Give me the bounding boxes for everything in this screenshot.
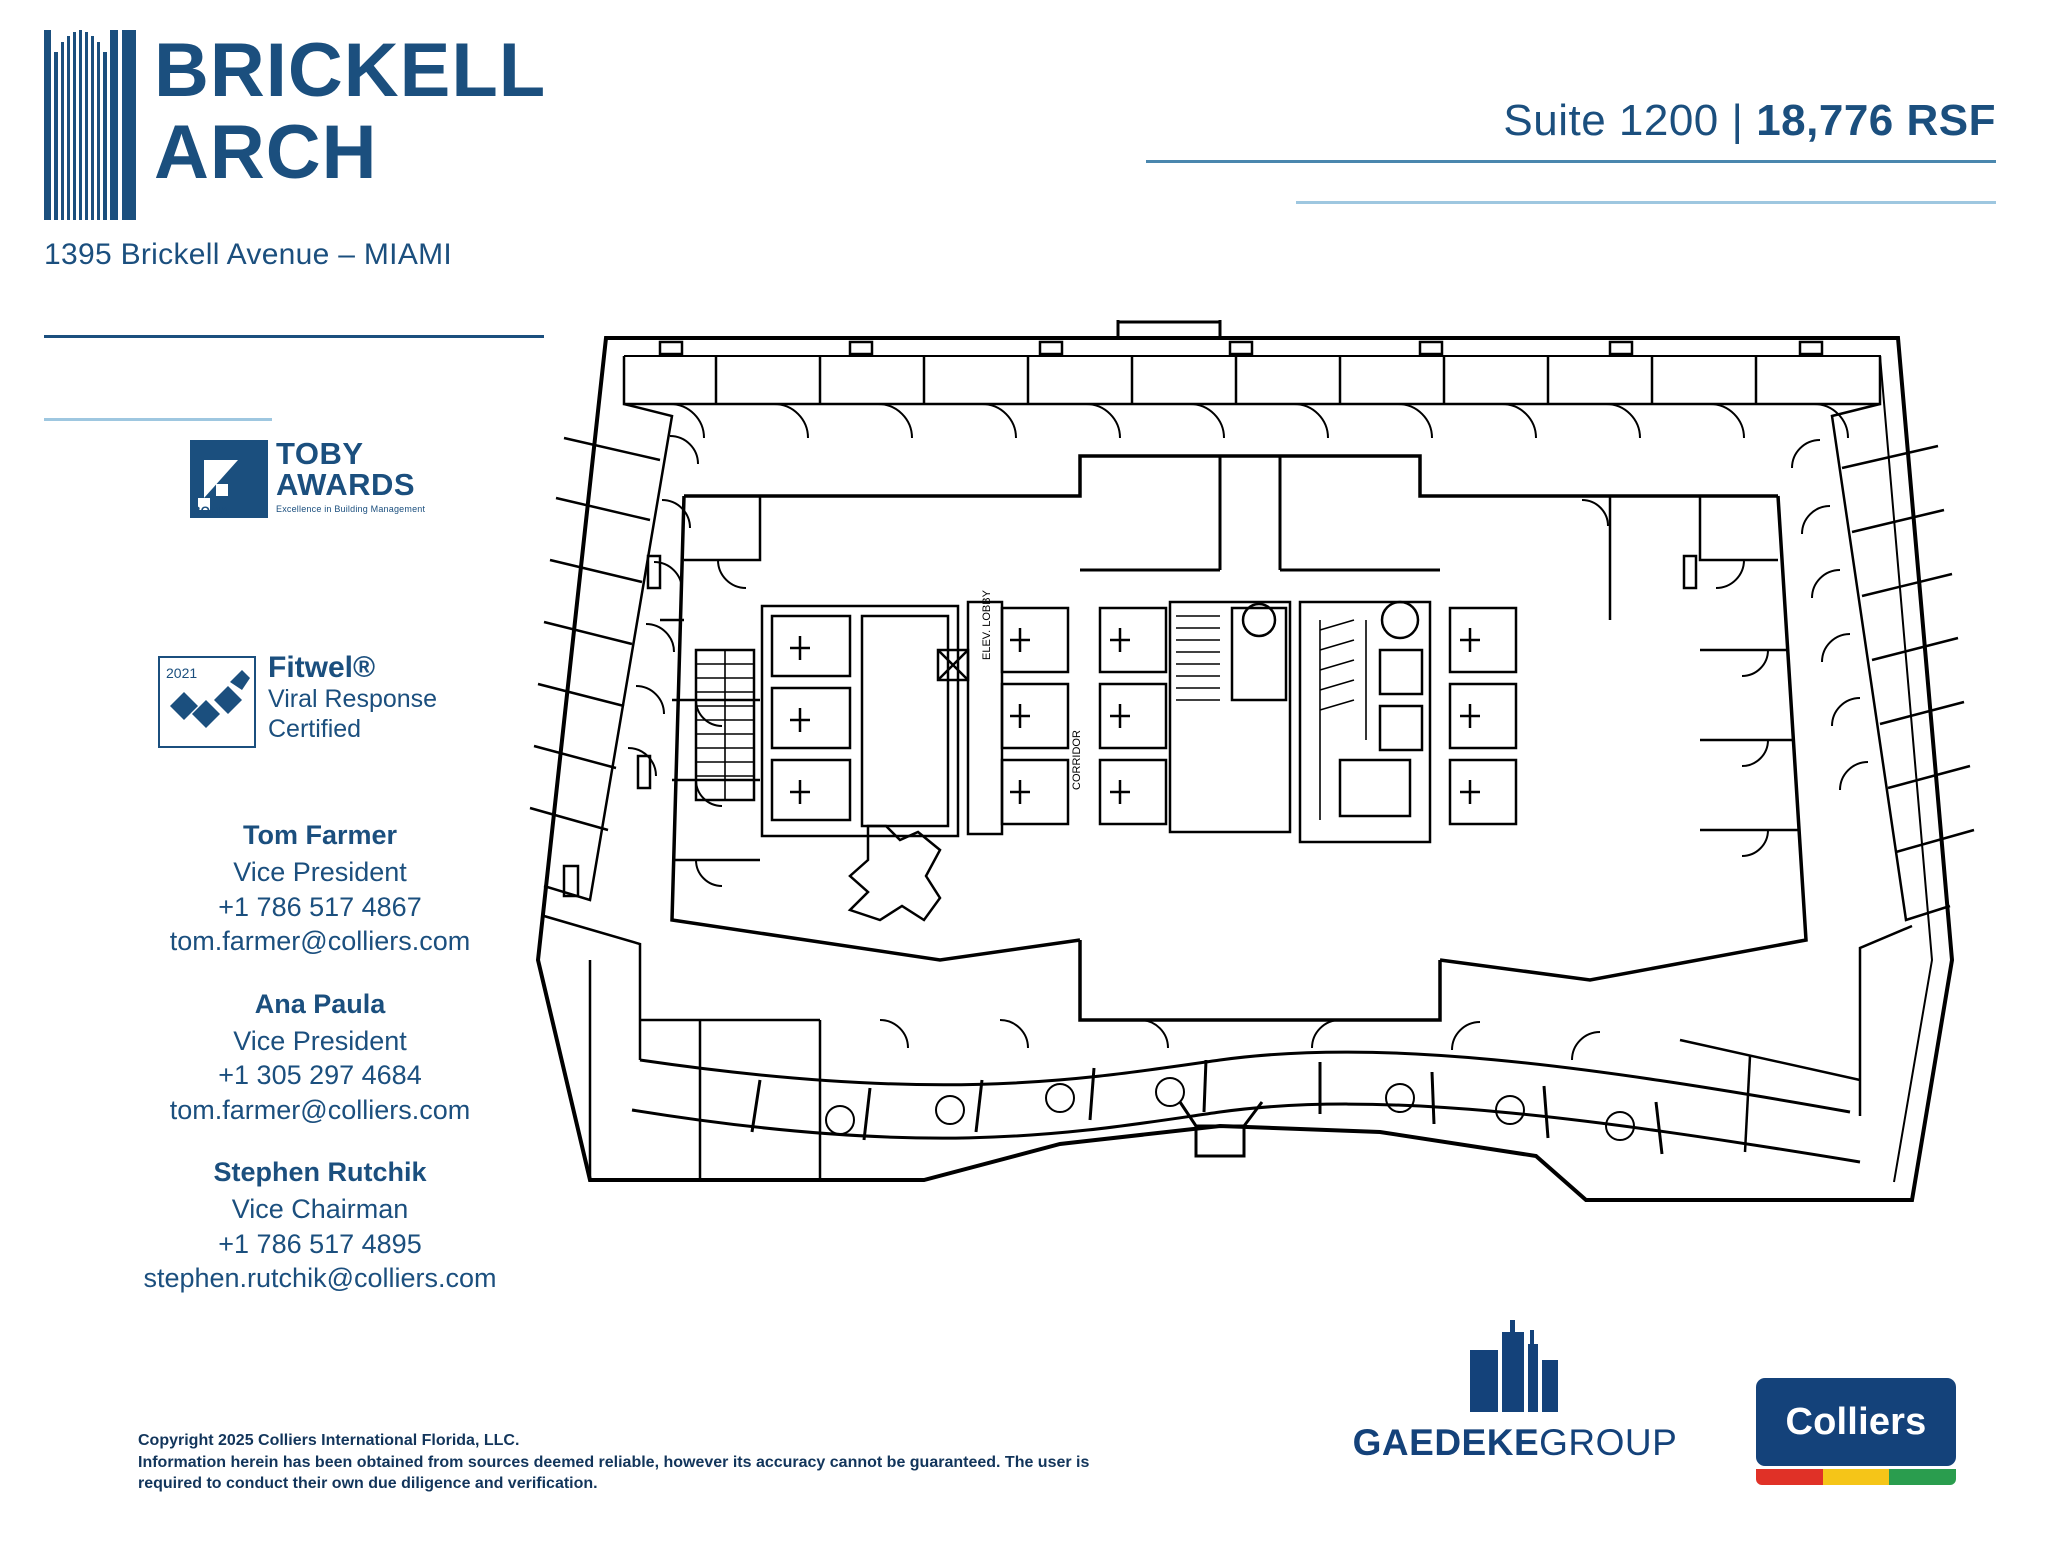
colliers-stripe-green bbox=[1889, 1469, 1956, 1485]
fitwel-line1: Fitwel® bbox=[268, 651, 376, 684]
contact-email[interactable]: tom.farmer@colliers.com bbox=[169, 1094, 471, 1125]
toby-tagline: Excellence in Building Management bbox=[276, 504, 426, 514]
svg-text:CORRIDOR: CORRIDOR bbox=[1071, 730, 1083, 790]
copyright-line-1: Copyright 2025 Colliers International Florida, LLC. bbox=[138, 1432, 520, 1449]
contact-email[interactable]: stephen.rutchik@colliers.com bbox=[143, 1263, 497, 1294]
colliers-logo-box bbox=[1756, 1378, 1956, 1466]
contacts-list bbox=[60, 820, 580, 1326]
suite-separator: | bbox=[1731, 96, 1744, 145]
fitwel-logo-icon bbox=[158, 656, 256, 748]
colliers-stripe-red bbox=[1756, 1469, 1823, 1485]
gaedeke-word-bold: GAEDEKE bbox=[1352, 1422, 1540, 1463]
suite-heading bbox=[1096, 96, 1996, 146]
colliers-wordmark: Colliers bbox=[1785, 1400, 1927, 1443]
colliers-logo bbox=[1756, 1378, 1956, 1488]
contact-phone[interactable]: +1 786 517 4867 bbox=[218, 891, 422, 922]
fitwel-badge bbox=[158, 650, 458, 760]
suite-divider-dark bbox=[1146, 160, 1996, 163]
colliers-stripe-bar bbox=[1756, 1469, 1956, 1485]
suite-info-block bbox=[1096, 96, 1996, 204]
contact-name: Stephen Rutchik bbox=[213, 1157, 427, 1188]
colliers-stripe-yellow bbox=[1823, 1469, 1890, 1485]
contact-email[interactable]: tom.farmer@colliers.com bbox=[169, 926, 471, 957]
contact-title: Vice President bbox=[233, 857, 407, 887]
svg-text:ELEV. LOBBY: ELEV. LOBBY bbox=[981, 590, 993, 660]
toby-text bbox=[276, 438, 425, 514]
brand-name-line1: BRICKELL bbox=[154, 28, 547, 113]
gaedeke-word-light: GROUP bbox=[1539, 1422, 1678, 1463]
header-divider-dark bbox=[44, 335, 544, 338]
fitwel-line3: Certified bbox=[268, 714, 362, 743]
contact-card bbox=[60, 1157, 580, 1296]
contact-card bbox=[60, 820, 580, 959]
copyright-line-3: required to conduct their own due diligence and verification. bbox=[138, 1475, 598, 1493]
contact-card bbox=[60, 989, 580, 1128]
toby-org-label: BOMA bbox=[192, 504, 229, 518]
suite-divider-light bbox=[1296, 201, 1996, 204]
contact-title: Vice Chairman bbox=[231, 1194, 409, 1225]
fitwel-line2: Viral Response bbox=[268, 685, 438, 714]
brand-logo-block bbox=[44, 30, 564, 272]
gaedeke-wordmark bbox=[1300, 1422, 1730, 1464]
contact-phone[interactable]: +1 786 517 4895 bbox=[218, 1228, 422, 1259]
suite-number: Suite 1200 bbox=[1503, 96, 1719, 145]
gaedeke-building-icon bbox=[1460, 1320, 1570, 1412]
fitwel-text bbox=[268, 650, 437, 744]
contact-name: Tom Farmer bbox=[242, 820, 398, 850]
copyright-block bbox=[138, 1430, 1138, 1495]
brand-name-line2: ARCH bbox=[154, 110, 378, 196]
floor-plan-drawing bbox=[520, 320, 1980, 1240]
toby-awards-badge bbox=[190, 438, 430, 533]
contact-name: Ana Paula bbox=[254, 988, 386, 1019]
copyright-line-2: Information herein has been obtained from sources deemed reliable, however its accuracy cannot be guaranteed. The user is bbox=[138, 1453, 1090, 1471]
brand-address: 1395 Brickell Avenue – MIAMI bbox=[44, 238, 453, 271]
header-divider-light bbox=[44, 418, 272, 421]
svg-text:2021: 2021 bbox=[166, 665, 198, 681]
gaedeke-group-logo bbox=[1300, 1320, 1730, 1464]
toby-line2: AWARDS bbox=[276, 467, 416, 502]
brickell-arch-logo-icon bbox=[44, 30, 136, 220]
toby-line1: TOBY bbox=[276, 436, 364, 471]
contact-phone[interactable]: +1 305 297 4684 bbox=[218, 1060, 422, 1091]
suite-rsf: 18,776 RSF bbox=[1756, 96, 1996, 145]
contact-title: Vice President bbox=[233, 1025, 407, 1056]
